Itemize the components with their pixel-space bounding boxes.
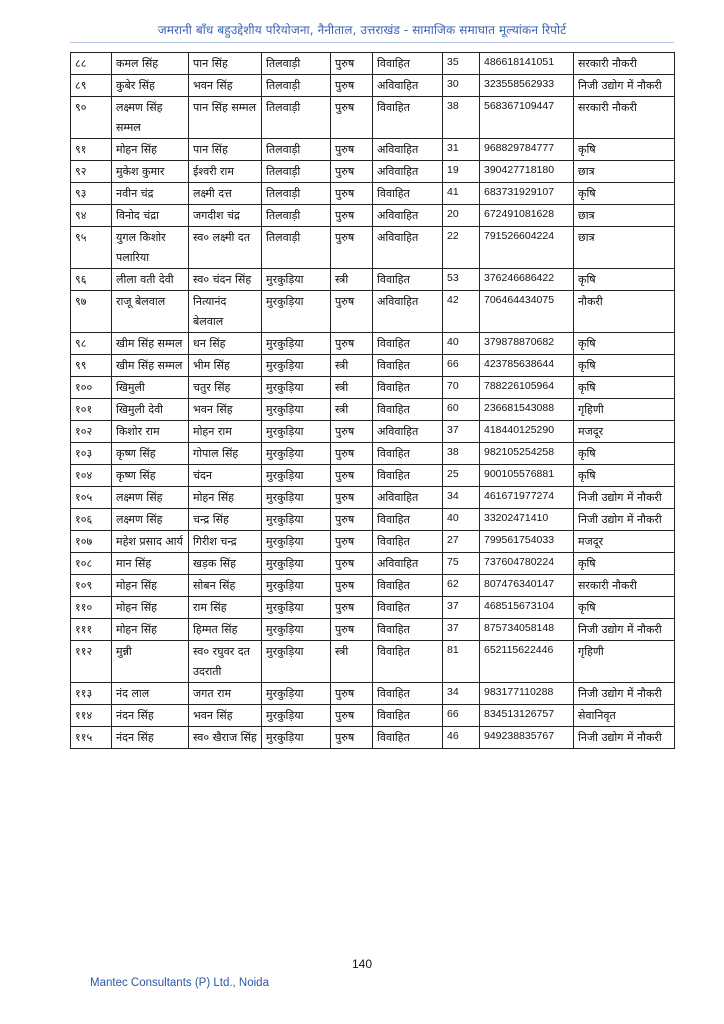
aadhaar-cell: 423785638644 xyxy=(480,355,574,377)
aadhaar-cell: 791526604224 xyxy=(480,227,574,269)
gender-cell: पुरुष xyxy=(331,727,373,749)
serial-cell: १०२ xyxy=(71,421,112,443)
name-cell: युगल किशोर पलारिया xyxy=(112,227,189,269)
age-cell: 70 xyxy=(443,377,480,399)
name-cell: मोहन सिंह xyxy=(112,597,189,619)
occupation-cell: कृषि xyxy=(574,443,675,465)
serial-cell: १०४ xyxy=(71,465,112,487)
village-cell: मुरकुड़िया xyxy=(262,727,331,749)
header-rule xyxy=(70,42,674,43)
age-cell: 37 xyxy=(443,421,480,443)
village-cell: मुरकुड़िया xyxy=(262,333,331,355)
village-cell: तिलवाड़ी xyxy=(262,183,331,205)
aadhaar-cell: 461671977274 xyxy=(480,487,574,509)
serial-cell: ९८ xyxy=(71,333,112,355)
serial-cell: ८८ xyxy=(71,53,112,75)
occupation-cell: छात्र xyxy=(574,161,675,183)
gender-cell: पुरुष xyxy=(331,205,373,227)
serial-cell: १०३ xyxy=(71,443,112,465)
gender-cell: पुरुष xyxy=(331,161,373,183)
marital-status-cell: विवाहित xyxy=(373,465,443,487)
occupation-cell: गृहिणी xyxy=(574,399,675,421)
occupation-cell: सेवानिवृत xyxy=(574,705,675,727)
table-row xyxy=(71,227,675,269)
father-name-cell: चतुर सिंह xyxy=(189,377,262,399)
age-cell: 46 xyxy=(443,727,480,749)
table-row xyxy=(71,443,675,465)
village-cell: तिलवाड़ी xyxy=(262,53,331,75)
father-name-cell: भीम सिंह xyxy=(189,355,262,377)
serial-cell: ११२ xyxy=(71,641,112,683)
village-cell: तिलवाड़ी xyxy=(262,97,331,139)
serial-cell: ९९ xyxy=(71,355,112,377)
age-cell: 42 xyxy=(443,291,480,333)
aadhaar-cell: 968829784777 xyxy=(480,139,574,161)
name-cell: खिमुली देवी xyxy=(112,399,189,421)
marital-status-cell: विवाहित xyxy=(373,705,443,727)
table-row xyxy=(71,683,675,705)
table-row xyxy=(71,333,675,355)
occupation-cell: कृषि xyxy=(574,269,675,291)
gender-cell: पुरुष xyxy=(331,575,373,597)
village-cell: मुरकुड़िया xyxy=(262,619,331,641)
table-row xyxy=(71,205,675,227)
survey-table-body xyxy=(71,53,675,749)
occupation-cell: सरकारी नौकरी xyxy=(574,575,675,597)
age-cell: 25 xyxy=(443,465,480,487)
marital-status-cell: विवाहित xyxy=(373,619,443,641)
table-row xyxy=(71,597,675,619)
age-cell: 62 xyxy=(443,575,480,597)
village-cell: मुरकुड़िया xyxy=(262,421,331,443)
age-cell: 81 xyxy=(443,641,480,683)
name-cell: राजू बेलवाल xyxy=(112,291,189,333)
serial-cell: १०९ xyxy=(71,575,112,597)
occupation-cell: छात्र xyxy=(574,205,675,227)
serial-cell: ९६ xyxy=(71,269,112,291)
occupation-cell: कृषि xyxy=(574,553,675,575)
aadhaar-cell: 949238835767 xyxy=(480,727,574,749)
aadhaar-cell: 737604780224 xyxy=(480,553,574,575)
marital-status-cell: अविवाहित xyxy=(373,161,443,183)
age-cell: 27 xyxy=(443,531,480,553)
age-cell: 60 xyxy=(443,399,480,421)
gender-cell: पुरुष xyxy=(331,227,373,269)
aadhaar-cell: 376246686422 xyxy=(480,269,574,291)
village-cell: मुरकुड़िया xyxy=(262,465,331,487)
village-cell: मुरकुड़िया xyxy=(262,553,331,575)
aadhaar-cell: 799561754033 xyxy=(480,531,574,553)
marital-status-cell: विवाहित xyxy=(373,443,443,465)
father-name-cell: भवन सिंह xyxy=(189,75,262,97)
name-cell: लक्ष्मण सिंह सम्मल xyxy=(112,97,189,139)
age-cell: 40 xyxy=(443,509,480,531)
aadhaar-cell: 652115622446 xyxy=(480,641,574,683)
village-cell: मुरकुड़िया xyxy=(262,509,331,531)
father-name-cell: स्व० लक्ष्मी दत xyxy=(189,227,262,269)
name-cell: नंदन सिंह xyxy=(112,705,189,727)
name-cell: किशोर राम xyxy=(112,421,189,443)
aadhaar-cell: 834513126757 xyxy=(480,705,574,727)
table-row xyxy=(71,553,675,575)
table-row xyxy=(71,705,675,727)
aadhaar-cell: 323558562933 xyxy=(480,75,574,97)
village-cell: मुरकुड़िया xyxy=(262,443,331,465)
village-cell: मुरकुड़िया xyxy=(262,575,331,597)
occupation-cell: निजी उद्योग में नौकरी xyxy=(574,509,675,531)
occupation-cell: कृषि xyxy=(574,333,675,355)
name-cell: खीम सिंह सम्मल xyxy=(112,333,189,355)
table-row xyxy=(71,139,675,161)
name-cell: नवीन चंद्र xyxy=(112,183,189,205)
serial-cell: १०१ xyxy=(71,399,112,421)
marital-status-cell: विवाहित xyxy=(373,509,443,531)
marital-status-cell: अविवाहित xyxy=(373,139,443,161)
table-row xyxy=(71,465,675,487)
father-name-cell: पान सिंह xyxy=(189,53,262,75)
gender-cell: पुरुष xyxy=(331,487,373,509)
father-name-cell: जगत राम xyxy=(189,683,262,705)
table-row xyxy=(71,161,675,183)
village-cell: मुरकुड़िया xyxy=(262,291,331,333)
village-cell: मुरकुड़िया xyxy=(262,705,331,727)
marital-status-cell: विवाहित xyxy=(373,333,443,355)
marital-status-cell: विवाहित xyxy=(373,183,443,205)
gender-cell: पुरुष xyxy=(331,291,373,333)
name-cell: खिमुली xyxy=(112,377,189,399)
table-row xyxy=(71,619,675,641)
serial-cell: १०६ xyxy=(71,509,112,531)
father-name-cell: ईश्वरी राम xyxy=(189,161,262,183)
marital-status-cell: विवाहित xyxy=(373,683,443,705)
aadhaar-cell: 706464434075 xyxy=(480,291,574,333)
marital-status-cell: विवाहित xyxy=(373,399,443,421)
aadhaar-cell: 486618141051 xyxy=(480,53,574,75)
village-cell: तिलवाड़ी xyxy=(262,139,331,161)
serial-cell: १०८ xyxy=(71,553,112,575)
table-row xyxy=(71,291,675,333)
name-cell: लीला वती देवी xyxy=(112,269,189,291)
age-cell: 34 xyxy=(443,487,480,509)
aadhaar-cell: 379878870682 xyxy=(480,333,574,355)
father-name-cell: पान सिंह xyxy=(189,139,262,161)
name-cell: कृष्ण सिंह xyxy=(112,465,189,487)
father-name-cell: नित्यानंद बेलवाल xyxy=(189,291,262,333)
age-cell: 37 xyxy=(443,597,480,619)
gender-cell: पुरुष xyxy=(331,553,373,575)
serial-cell: ९२ xyxy=(71,161,112,183)
serial-cell: ९७ xyxy=(71,291,112,333)
name-cell: मान सिंह xyxy=(112,553,189,575)
father-name-cell: गोपाल सिंह xyxy=(189,443,262,465)
marital-status-cell: विवाहित xyxy=(373,377,443,399)
village-cell: मुरकुड़िया xyxy=(262,269,331,291)
gender-cell: पुरुष xyxy=(331,183,373,205)
occupation-cell: सरकारी नौकरी xyxy=(574,53,675,75)
age-cell: 41 xyxy=(443,183,480,205)
aadhaar-cell: 468515673104 xyxy=(480,597,574,619)
age-cell: 20 xyxy=(443,205,480,227)
father-name-cell: मोहन राम xyxy=(189,421,262,443)
occupation-cell: कृषि xyxy=(574,465,675,487)
name-cell: नंद लाल xyxy=(112,683,189,705)
village-cell: मुरकुड़िया xyxy=(262,399,331,421)
gender-cell: स्त्री xyxy=(331,641,373,683)
father-name-cell: राम सिंह xyxy=(189,597,262,619)
serial-cell: ९० xyxy=(71,97,112,139)
age-cell: 38 xyxy=(443,443,480,465)
name-cell: मोहन सिंह xyxy=(112,575,189,597)
village-cell: मुरकुड़िया xyxy=(262,377,331,399)
table-row xyxy=(71,487,675,509)
name-cell: कृष्ण सिंह xyxy=(112,443,189,465)
aadhaar-cell: 672491081628 xyxy=(480,205,574,227)
gender-cell: पुरुष xyxy=(331,465,373,487)
name-cell: लक्ष्मण सिंह xyxy=(112,487,189,509)
gender-cell: पुरुष xyxy=(331,619,373,641)
occupation-cell: गृहिणी xyxy=(574,641,675,683)
gender-cell: पुरुष xyxy=(331,333,373,355)
gender-cell: पुरुष xyxy=(331,531,373,553)
village-cell: तिलवाड़ी xyxy=(262,205,331,227)
aadhaar-cell: 982105254258 xyxy=(480,443,574,465)
age-cell: 40 xyxy=(443,333,480,355)
serial-cell: ८९ xyxy=(71,75,112,97)
gender-cell: पुरुष xyxy=(331,139,373,161)
serial-cell: ११४ xyxy=(71,705,112,727)
serial-cell: १०७ xyxy=(71,531,112,553)
aadhaar-cell: 390427718180 xyxy=(480,161,574,183)
table-row xyxy=(71,575,675,597)
marital-status-cell: अविवाहित xyxy=(373,487,443,509)
table-row xyxy=(71,641,675,683)
occupation-cell: मजदूर xyxy=(574,421,675,443)
village-cell: मुरकुड़िया xyxy=(262,487,331,509)
table-row xyxy=(71,531,675,553)
table-row xyxy=(71,183,675,205)
table-row xyxy=(71,269,675,291)
marital-status-cell: अविवाहित xyxy=(373,553,443,575)
marital-status-cell: विवाहित xyxy=(373,53,443,75)
serial-cell: ११० xyxy=(71,597,112,619)
gender-cell: पुरुष xyxy=(331,683,373,705)
name-cell: मुकेश कुमार xyxy=(112,161,189,183)
marital-status-cell: विवाहित xyxy=(373,269,443,291)
gender-cell: पुरुष xyxy=(331,705,373,727)
village-cell: मुरकुड़िया xyxy=(262,641,331,683)
name-cell: विनोद चंद्रा xyxy=(112,205,189,227)
age-cell: 38 xyxy=(443,97,480,139)
father-name-cell: खड़क सिंह xyxy=(189,553,262,575)
father-name-cell: धन सिंह xyxy=(189,333,262,355)
age-cell: 34 xyxy=(443,683,480,705)
marital-status-cell: विवाहित xyxy=(373,97,443,139)
serial-cell: ११५ xyxy=(71,727,112,749)
village-cell: तिलवाड़ी xyxy=(262,161,331,183)
marital-status-cell: विवाहित xyxy=(373,575,443,597)
name-cell: मुन्नी xyxy=(112,641,189,683)
occupation-cell: कृषि xyxy=(574,139,675,161)
father-name-cell: मोहन सिंह xyxy=(189,487,262,509)
father-name-cell: चंदन xyxy=(189,465,262,487)
occupation-cell: छात्र xyxy=(574,227,675,269)
name-cell: लक्ष्मण सिंह xyxy=(112,509,189,531)
table-row xyxy=(71,399,675,421)
gender-cell: पुरुष xyxy=(331,597,373,619)
father-name-cell: पान सिंह सम्मल xyxy=(189,97,262,139)
occupation-cell: निजी उद्योग में नौकरी xyxy=(574,727,675,749)
survey-table xyxy=(70,52,675,749)
gender-cell: पुरुष xyxy=(331,75,373,97)
aadhaar-cell: 418440125290 xyxy=(480,421,574,443)
gender-cell: पुरुष xyxy=(331,97,373,139)
father-name-cell: स्व० रघुवर दत उदराती xyxy=(189,641,262,683)
occupation-cell: कृषि xyxy=(574,377,675,399)
occupation-cell: नौकरी xyxy=(574,291,675,333)
age-cell: 37 xyxy=(443,619,480,641)
occupation-cell: मजदूर xyxy=(574,531,675,553)
aadhaar-cell: 875734058148 xyxy=(480,619,574,641)
table-row xyxy=(71,509,675,531)
aadhaar-cell: 788226105964 xyxy=(480,377,574,399)
name-cell: महेश प्रसाद आर्य xyxy=(112,531,189,553)
occupation-cell: कृषि xyxy=(574,597,675,619)
age-cell: 75 xyxy=(443,553,480,575)
gender-cell: पुरुष xyxy=(331,443,373,465)
marital-status-cell: विवाहित xyxy=(373,531,443,553)
footer-company: Mantec Consultants (P) Ltd., Noida xyxy=(90,977,269,989)
occupation-cell: निजी उद्योग में नौकरी xyxy=(574,487,675,509)
age-cell: 66 xyxy=(443,705,480,727)
table-row xyxy=(71,727,675,749)
occupation-cell: निजी उद्योग में नौकरी xyxy=(574,75,675,97)
father-name-cell: लक्ष्मी दत्त xyxy=(189,183,262,205)
marital-status-cell: अविवाहित xyxy=(373,291,443,333)
occupation-cell: सरकारी नौकरी xyxy=(574,97,675,139)
gender-cell: स्त्री xyxy=(331,269,373,291)
table-row xyxy=(71,53,675,75)
marital-status-cell: अविवाहित xyxy=(373,421,443,443)
page-number: 140 xyxy=(351,957,373,971)
father-name-cell: स्व० खैराज सिंह xyxy=(189,727,262,749)
father-name-cell: हिम्मत सिंह xyxy=(189,619,262,641)
father-name-cell: स्व० चंदन सिंह xyxy=(189,269,262,291)
marital-status-cell: अविवाहित xyxy=(373,75,443,97)
table-row xyxy=(71,355,675,377)
father-name-cell: चन्द्र सिंह xyxy=(189,509,262,531)
marital-status-cell: विवाहित xyxy=(373,727,443,749)
father-name-cell: सोबन सिंह xyxy=(189,575,262,597)
aadhaar-cell: 568367109447 xyxy=(480,97,574,139)
serial-cell: ९५ xyxy=(71,227,112,269)
village-cell: मुरकुड़िया xyxy=(262,355,331,377)
age-cell: 30 xyxy=(443,75,480,97)
village-cell: मुरकुड़िया xyxy=(262,683,331,705)
name-cell: मोहन सिंह xyxy=(112,139,189,161)
table-row xyxy=(71,421,675,443)
aadhaar-cell: 236681543088 xyxy=(480,399,574,421)
age-cell: 66 xyxy=(443,355,480,377)
father-name-cell: जगदीश चंद्र xyxy=(189,205,262,227)
marital-status-cell: विवाहित xyxy=(373,355,443,377)
father-name-cell: भवन सिंह xyxy=(189,399,262,421)
document-header: जमरानी बाँध बहुउद्देशीय परियोजना, नैनीताल, उत्तराखंड - सामाजिक समाघात मूल्यांकन रिपोर्ट xyxy=(157,23,567,37)
gender-cell: स्त्री xyxy=(331,399,373,421)
serial-cell: ९३ xyxy=(71,183,112,205)
gender-cell: स्त्री xyxy=(331,355,373,377)
aadhaar-cell: 33202471410 xyxy=(480,509,574,531)
gender-cell: पुरुष xyxy=(331,509,373,531)
age-cell: 22 xyxy=(443,227,480,269)
aadhaar-cell: 807476340147 xyxy=(480,575,574,597)
occupation-cell: कृषि xyxy=(574,355,675,377)
marital-status-cell: अविवाहित xyxy=(373,205,443,227)
name-cell: कुबेर सिंह xyxy=(112,75,189,97)
serial-cell: १११ xyxy=(71,619,112,641)
serial-cell: ९४ xyxy=(71,205,112,227)
village-cell: मुरकुड़िया xyxy=(262,531,331,553)
gender-cell: पुरुष xyxy=(331,421,373,443)
gender-cell: स्त्री xyxy=(331,377,373,399)
village-cell: तिलवाड़ी xyxy=(262,227,331,269)
serial-cell: १०५ xyxy=(71,487,112,509)
aadhaar-cell: 683731929107 xyxy=(480,183,574,205)
gender-cell: पुरुष xyxy=(331,53,373,75)
village-cell: मुरकुड़िया xyxy=(262,597,331,619)
marital-status-cell: अविवाहित xyxy=(373,227,443,269)
table-row xyxy=(71,75,675,97)
marital-status-cell: विवाहित xyxy=(373,641,443,683)
village-cell: तिलवाड़ी xyxy=(262,75,331,97)
age-cell: 19 xyxy=(443,161,480,183)
aadhaar-cell: 900105576881 xyxy=(480,465,574,487)
father-name-cell: गिरीश चन्द्र xyxy=(189,531,262,553)
name-cell: मोहन सिंह xyxy=(112,619,189,641)
serial-cell: ९१ xyxy=(71,139,112,161)
father-name-cell: भवन सिंह xyxy=(189,705,262,727)
name-cell: नंदन सिंह xyxy=(112,727,189,749)
marital-status-cell: विवाहित xyxy=(373,597,443,619)
table-row xyxy=(71,377,675,399)
age-cell: 53 xyxy=(443,269,480,291)
name-cell: खीम सिंह सम्मल xyxy=(112,355,189,377)
occupation-cell: निजी उद्योग में नौकरी xyxy=(574,619,675,641)
age-cell: 35 xyxy=(443,53,480,75)
table-row xyxy=(71,97,675,139)
aadhaar-cell: 983177110288 xyxy=(480,683,574,705)
serial-cell: ११३ xyxy=(71,683,112,705)
occupation-cell: कृषि xyxy=(574,183,675,205)
name-cell: कमल सिंह xyxy=(112,53,189,75)
age-cell: 31 xyxy=(443,139,480,161)
occupation-cell: निजी उद्योग में नौकरी xyxy=(574,683,675,705)
serial-cell: १०० xyxy=(71,377,112,399)
